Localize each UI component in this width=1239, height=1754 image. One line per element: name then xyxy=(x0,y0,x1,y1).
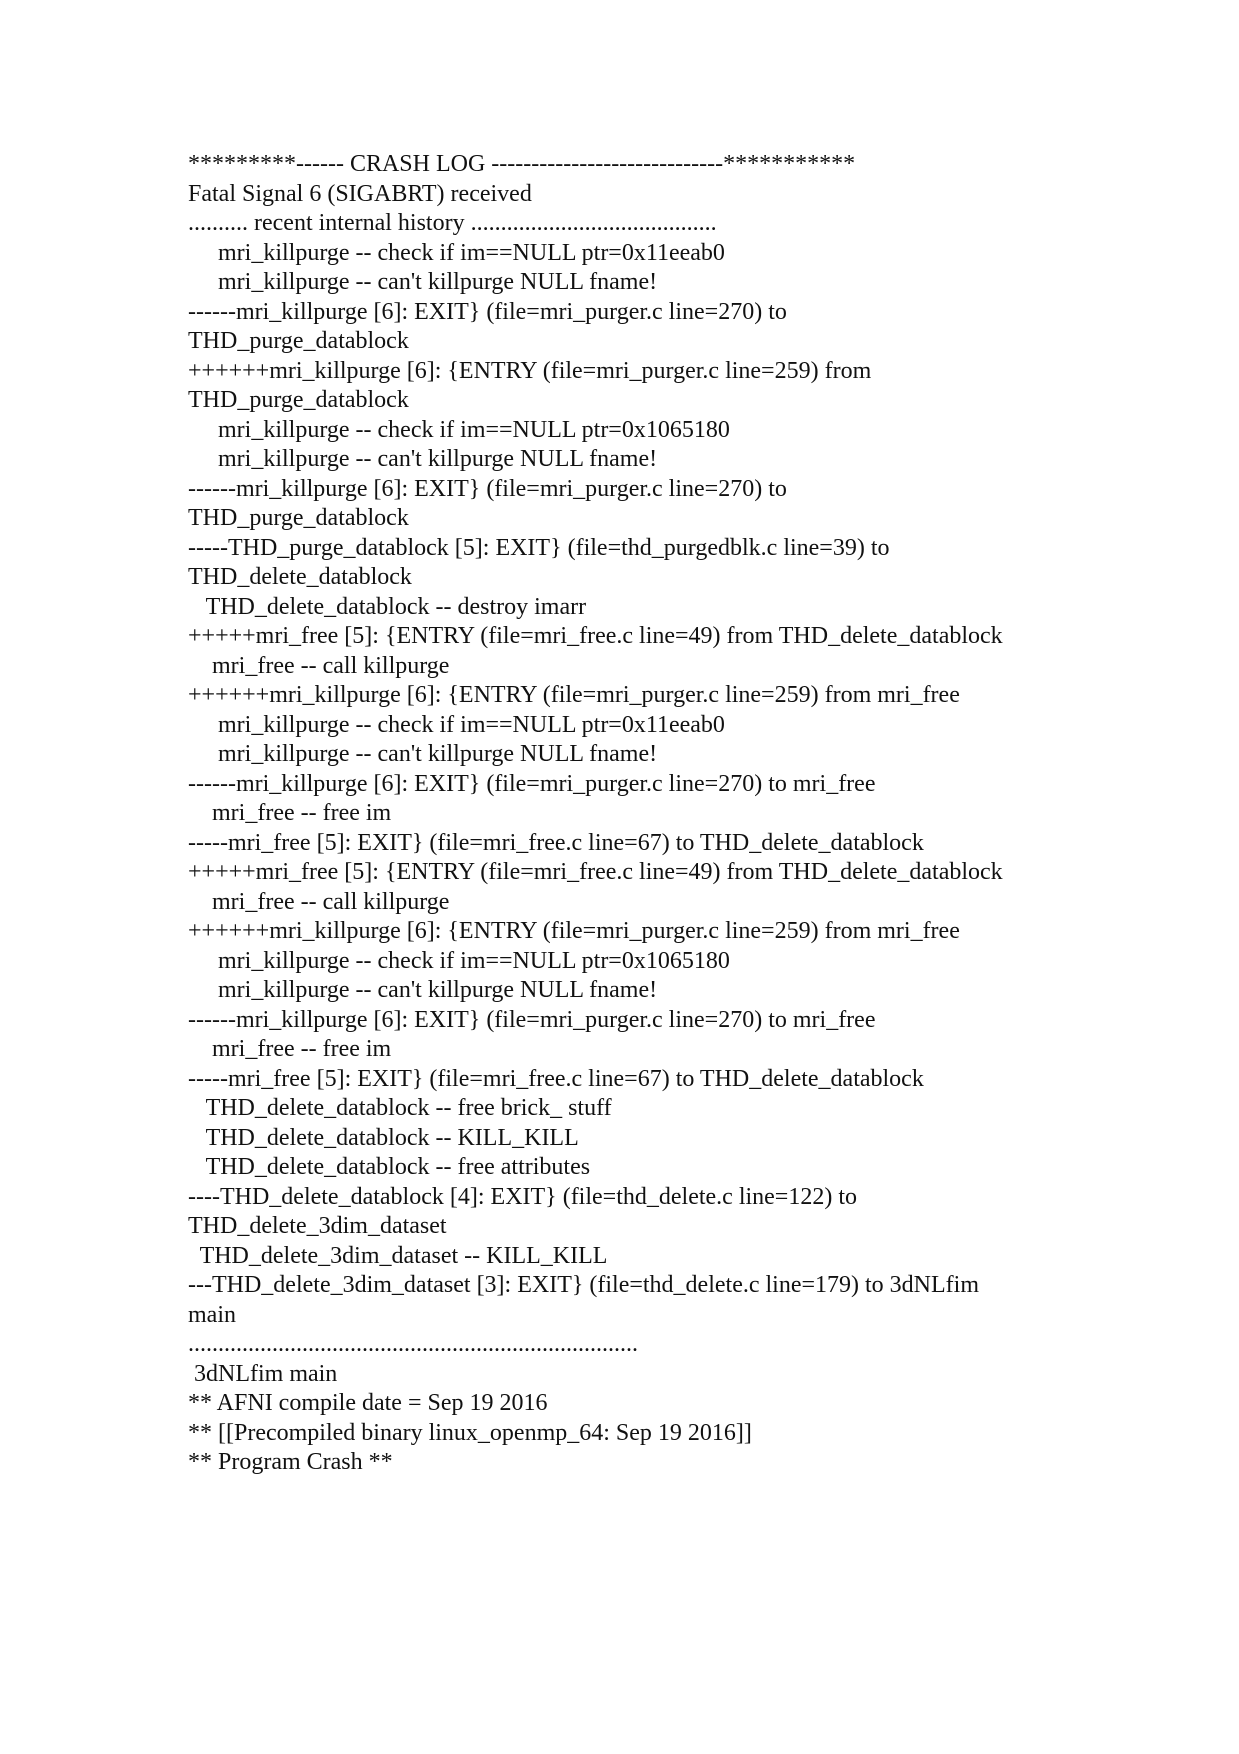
log-line: ++++++mri_killpurge [6]: {ENTRY (file=mri_purger.c line=259) from mri_free xyxy=(188,918,960,944)
log-line: mri_killpurge -- can't killpurge NULL fname! xyxy=(188,977,658,1003)
log-line: THD_delete_3dim_dataset -- KILL_KILL xyxy=(188,1242,608,1269)
log-line: .......... recent internal history ......................................... xyxy=(188,210,717,236)
log-line: THD_delete_datablock xyxy=(188,564,412,590)
log-line: mri_free -- call killpurge xyxy=(188,888,450,915)
log-line: ........................................................................... xyxy=(188,1331,638,1357)
log-line: ----THD_delete_datablock [4]: EXIT} (file=thd_delete.c line=122) to xyxy=(188,1183,857,1210)
log-line: +++++mri_free [5]: {ENTRY (file=mri_free.c line=49) from THD_delete_datablock xyxy=(188,623,1003,649)
log-line: mri_killpurge -- check if im==NULL ptr=0x11eeab0 xyxy=(188,239,725,266)
log-line: THD_delete_datablock -- free attributes xyxy=(188,1154,591,1180)
log-line: mri_killpurge -- can't killpurge NULL fname! xyxy=(188,446,658,472)
log-line: mri_killpurge -- check if im==NULL ptr=0x1065180 xyxy=(188,947,730,974)
log-line: ** [[Precompiled binary linux_openmp_64: Sep 19 2016]] xyxy=(188,1419,752,1446)
log-line: -----THD_purge_datablock [5]: EXIT} (file=thd_purgedblk.c line=39) to xyxy=(188,534,890,561)
log-line: ** Program Crash ** xyxy=(188,1449,393,1475)
log-line: ++++++mri_killpurge [6]: {ENTRY (file=mri_purger.c line=259) from mri_free xyxy=(188,682,960,708)
log-line: THD_purge_datablock xyxy=(188,505,409,531)
log-line: ------mri_killpurge [6]: EXIT} (file=mri_purger.c line=270) to xyxy=(188,475,787,502)
log-line: ------mri_killpurge [6]: EXIT} (file=mri_purger.c line=270) to mri_free xyxy=(188,770,876,797)
log-line: ** AFNI compile date = Sep 19 2016 xyxy=(188,1390,548,1416)
log-line: mri_killpurge -- check if im==NULL ptr=0x1065180 xyxy=(188,416,730,443)
log-line: mri_free -- call killpurge xyxy=(188,652,450,679)
log-line: mri_free -- free im xyxy=(188,1036,392,1062)
log-line: mri_killpurge -- can't killpurge NULL fname! xyxy=(188,269,658,295)
log-line: -----mri_free [5]: EXIT} (file=mri_free.c line=67) to THD_delete_datablock xyxy=(188,829,924,856)
log-line: THD_delete_datablock -- destroy imarr xyxy=(188,593,587,620)
crash-log-text xyxy=(188,150,1088,1478)
log-line: ------mri_killpurge [6]: EXIT} (file=mri_purger.c line=270) to mri_free xyxy=(188,1006,876,1033)
log-line: THD_delete_datablock -- KILL_KILL xyxy=(188,1124,579,1151)
log-line: +++++mri_free [5]: {ENTRY (file=mri_free.c line=49) from THD_delete_datablock xyxy=(188,859,1003,885)
log-line: ++++++mri_killpurge [6]: {ENTRY (file=mri_purger.c line=259) from xyxy=(188,357,872,384)
log-line: -----mri_free [5]: EXIT} (file=mri_free.c line=67) to THD_delete_datablock xyxy=(188,1065,924,1092)
log-line: ------mri_killpurge [6]: EXIT} (file=mri_purger.c line=270) to xyxy=(188,298,787,325)
log-line: mri_free -- free im xyxy=(188,800,392,826)
log-line: *********------ CRASH LOG -----------------------------*********** xyxy=(188,151,856,177)
log-line: main xyxy=(188,1301,236,1328)
log-line: mri_killpurge -- can't killpurge NULL fname! xyxy=(188,741,658,767)
log-line: mri_killpurge -- check if im==NULL ptr=0x11eeab0 xyxy=(188,711,725,738)
log-line: ---THD_delete_3dim_dataset [3]: EXIT} (file=thd_delete.c line=179) to 3dNLfim xyxy=(188,1272,980,1298)
log-line: 3dNLfim main xyxy=(188,1360,338,1387)
log-line: THD_delete_datablock -- free brick_ stuff xyxy=(188,1095,612,1121)
log-line: Fatal Signal 6 (SIGABRT) received xyxy=(188,180,532,207)
log-line: THD_delete_3dim_dataset xyxy=(188,1213,447,1239)
log-line: THD_purge_datablock xyxy=(188,387,409,413)
log-line: THD_purge_datablock xyxy=(188,328,409,354)
